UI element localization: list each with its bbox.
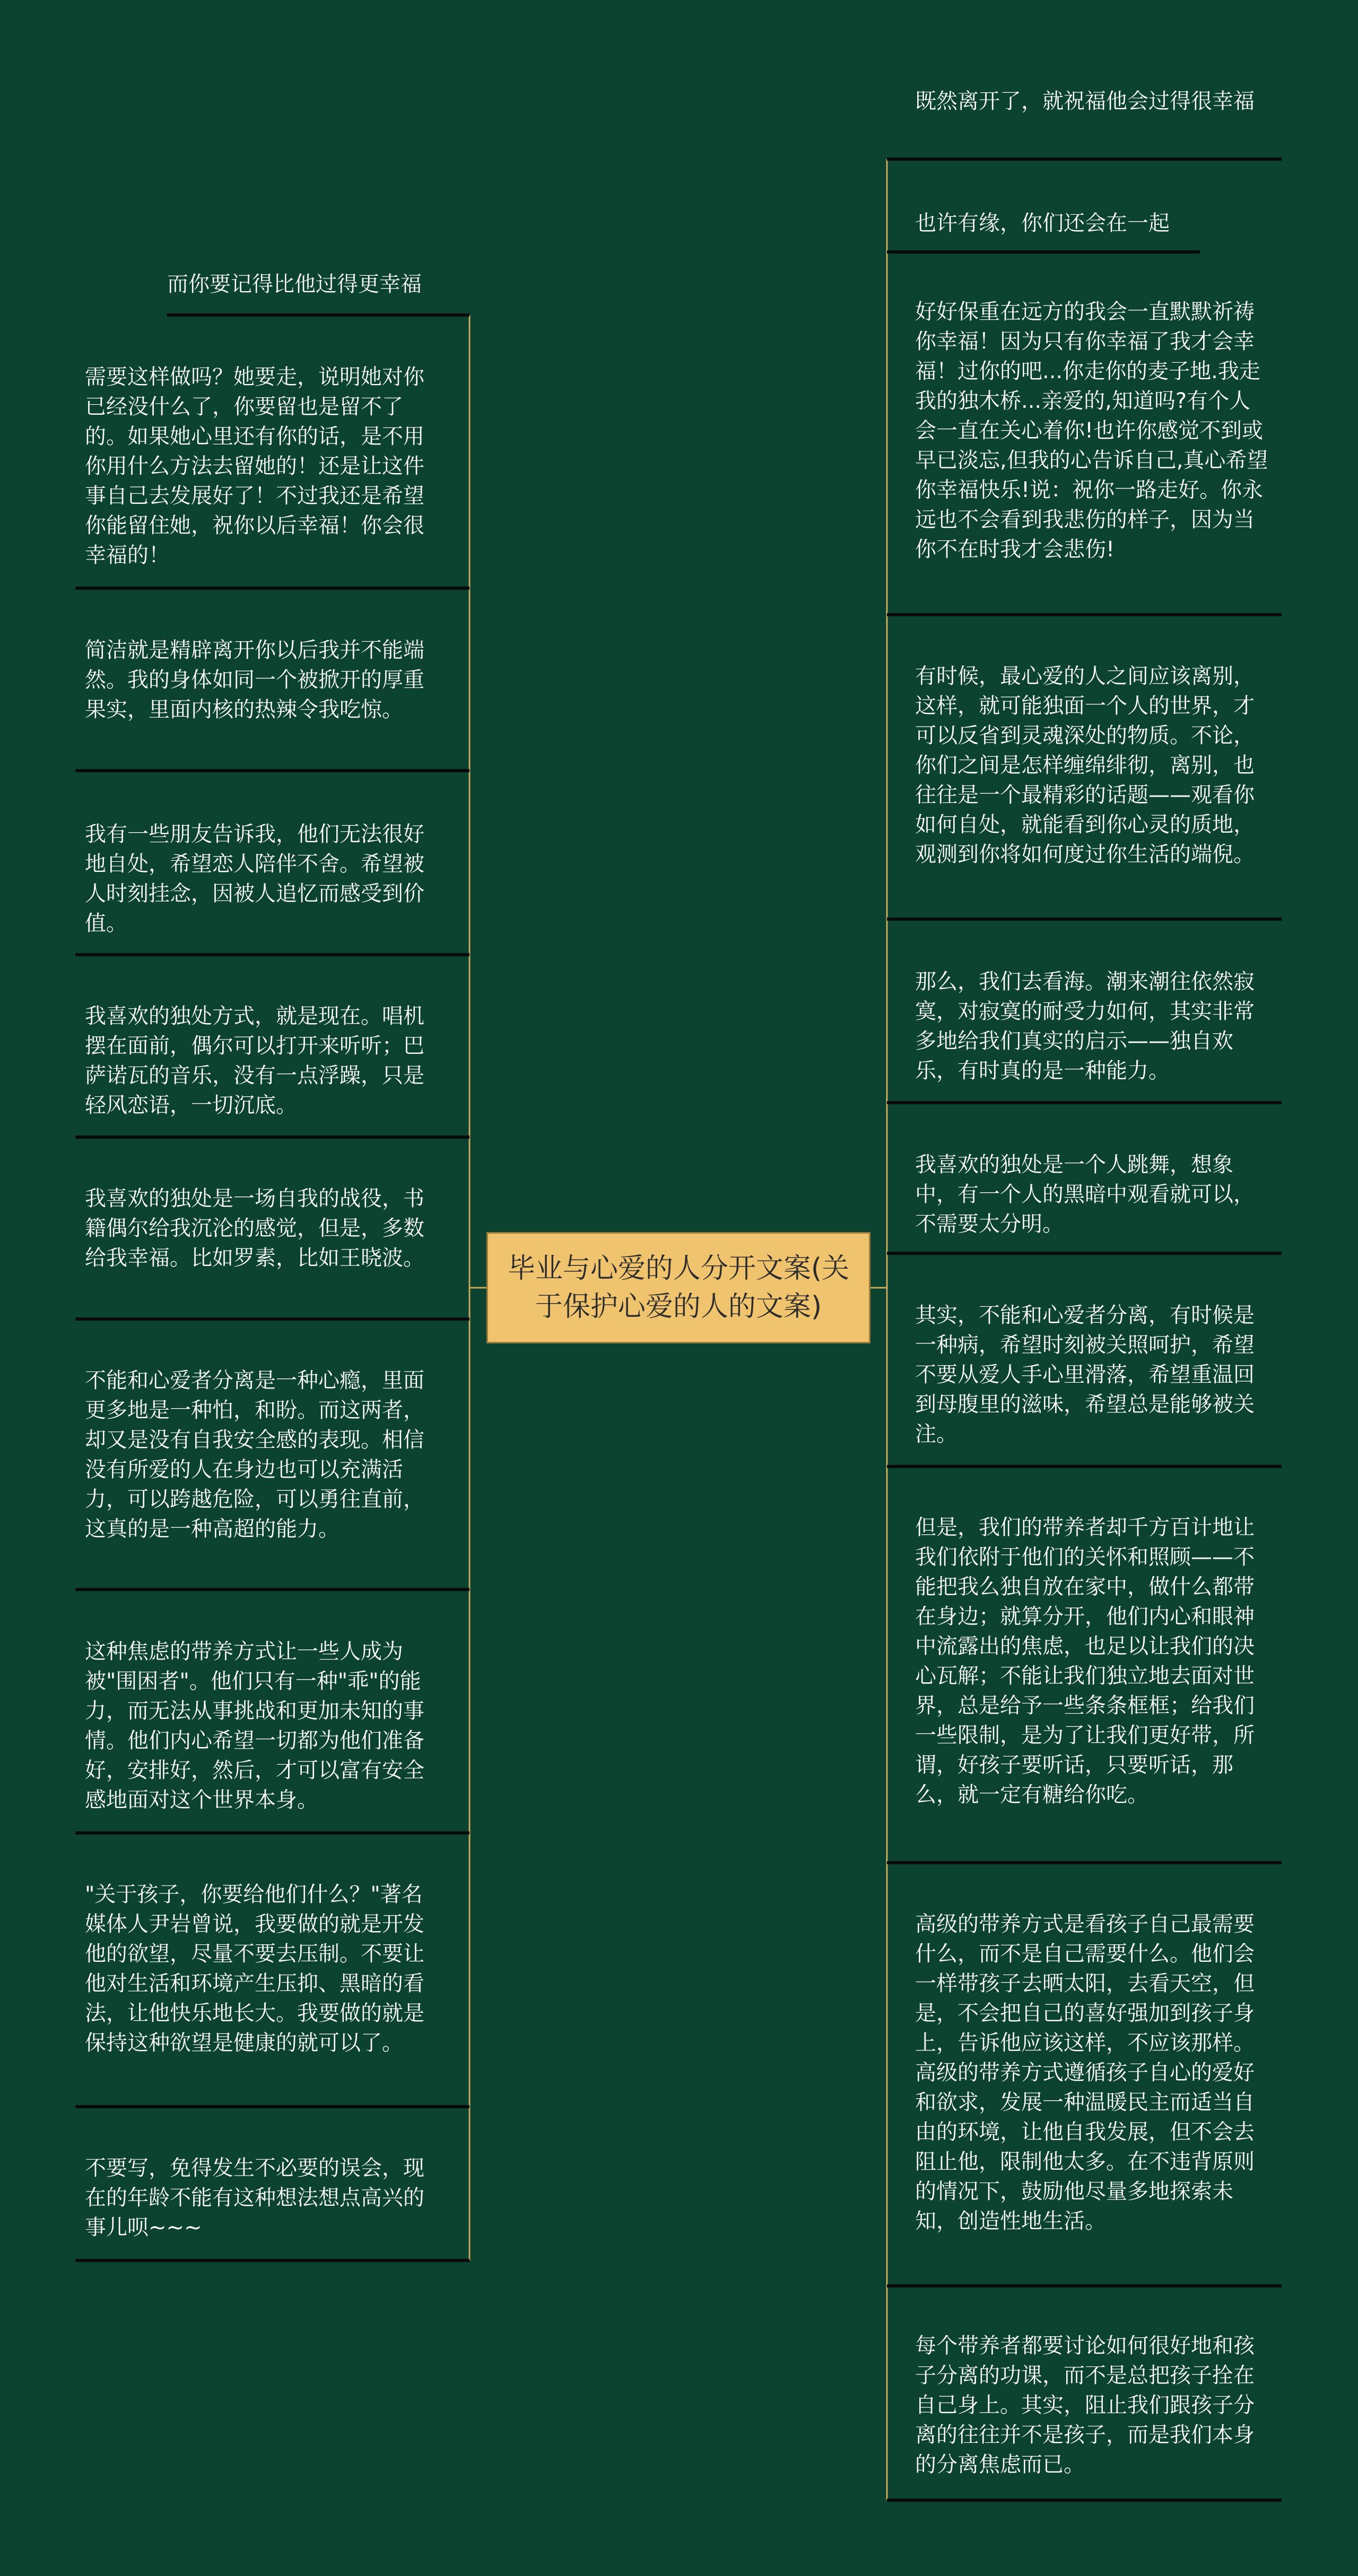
connector-left-9 [469,1288,486,2260]
left-top-node[interactable]: 而你要记得比他过得更幸福 [167,272,422,296]
left-branch-node-3[interactable]: 我有一些朋友告诉我，他们无法很好地自处，希望恋人陪伴不舍。希望被人时刻挂念，因被人追忆而感受到价值。 [85,822,424,936]
connector-right-10 [870,1288,887,2500]
left-branch-node-1[interactable]: 需要这样做吗？她要走，说明她对你已经没什么了，你要留也是留不了的。如果她心里还有你的话，是不用你用什么方法去留她的！还是让这件事自己去发展好了！不过我还是希望你能留住她，祝你以后幸福！你会很幸福的！ [85,365,424,567]
left-branch-node-2[interactable]: 简洁就是精辟离开你以后我并不能端然。我的身体如同一个被掀开的厚重果实，里面内核的热辣令我吃惊。 [85,638,424,722]
left-branch-node-8[interactable]: "关于孩子，你要给他们什么？"著名媒体人尹岩曾说，我要做的就是开发他的欲望，尽量不要去压制。不要让他对生活和环境产生压抑、黑暗的看法，让他快乐地长大。我要做的就是保持这种欲望是健康的就可以了。 [85,1882,424,2055]
connector-left-7 [469,1288,486,1833]
left-branch-node-4[interactable]: 我喜欢的独处方式，就是现在。唱机摆在面前，偶尔可以打开来听听；巴萨诺瓦的音乐，没有一点浮躁，只是轻风恋语，一切沉底。 [85,1004,424,1117]
right-branch-node-5[interactable]: 那么，我们去看海。潮来潮往依然寂寞，对寂寞的耐受力如何，其实非常多地给我们真实的启示——独自欢乐，有时真的是一种能力。 [915,970,1255,1083]
left-branch-node-9[interactable]: 不要写，免得发生不必要的误会，现在的年龄不能有这种想法想点高兴的事儿呗~~~ [85,2156,424,2240]
left-branch-node-6[interactable]: 不能和心爱者分离是一种心瘾，里面更多地是一种怕，和盼。而这两者，却又是没有自我安全感的表现。相信没有所爱的人在身边也可以充满活力，可以跨越危险，可以勇往直前，这真的是一种高超的能力。 [85,1368,424,1541]
connector-right-9 [870,1288,887,2286]
connector-left-6 [469,1288,486,1590]
left-branch-node-5[interactable]: 我喜欢的独处是一场自我的战役，书籍偶尔给我沉沦的感觉，但是，多数给我幸福。比如罗素，比如王晓波。 [85,1186,424,1270]
connector-left-5 [469,1288,486,1319]
connector-left-1 [469,588,486,1288]
connector-right-7 [870,1288,887,1466]
connector-left-4 [469,1137,486,1288]
right-branch-node-4[interactable]: 有时候，最心爱的人之间应该离别，这样，就可能独面一个人的世界，才可以反省到灵魂深处的物质。不论，你们之间是怎样缠绵绯彻，离别，也往往是一个最精彩的话题——观看你如何自处，就能看到你心灵的质地，观测到你将如何度过你生活的端倪。 [915,664,1255,867]
connector-right-8 [870,1288,887,1863]
connector-left-8 [469,1288,486,2107]
connector-left-3 [469,955,486,1288]
right-branch-node-6[interactable]: 我喜欢的独处是一个人跳舞，想象中，有一个人的黑暗中观看就可以，不需要太分明。 [915,1152,1255,1236]
connector-right-6 [870,1253,887,1288]
connector-right-4 [870,919,887,1288]
right-branch-node-10[interactable]: 每个带养者都要讨论如何很好地和孩子分离的功课，而不是总把孩子拴在自己身上。其实，阻止我们跟孩子分离的往往并不是孩子，而是我们本身的分离焦虑而已。 [915,2334,1255,2477]
connector-right-5 [870,1103,887,1288]
center-topic[interactable]: 毕业与心爱的人分开文案(关于保护心爱的人的文案) [486,1232,870,1343]
left-branch-node-7[interactable]: 这种焦虑的带养方式让一些人成为被"围困者"。他们只有一种"乖"的能力，而无法从事挑战和更加未知的事情。他们内心希望一切都为他们准备好，安排好，然后，才可以富有安全感地面对这个世界本身。 [85,1639,424,1812]
right-branch-node-2[interactable]: 也许有缘，你们还会在一起 [915,211,1170,235]
connector-left-top [469,315,486,1288]
connector-right-1 [870,159,887,1288]
right-branch-node-3[interactable]: 好好保重在远方的我会一直默默祈祷你幸福！因为只有你幸福了我才会幸福！过你的吧...你走你的麦子地.我走我的独木桥...亲爱的,知道吗?有个人会一直在关心着你!也许你感觉不到或早已淡忘,但我的心告诉自己,真心希望你幸福快乐!说：祝你一路走好。你永远也不会看到我悲伤的样子，因为当你不在时我才会悲伤! [915,300,1268,562]
connector-right-3 [870,615,887,1288]
right-branch-node-8[interactable]: 但是，我们的带养者却千方百计地让我们依附于他们的关怀和照顾——不能把我么独自放在家中，做什么都带在身边；就算分开，他们内心和眼神中流露出的焦虑，也足以让我们的决心瓦解；不能让我们独立地去面对世界，总是给予一些条条框框；给我们一些限制，是为了让我们更好带，所谓，好孩子要听话，只要听话，那么，就一定有糖给你吃。 [915,1515,1255,1807]
right-branch-node-7[interactable]: 其实，不能和心爱者分离，有时候是一种病，希望时刻被关照呵护，希望不要从爱人手心里滑落，希望重温回到母腹里的滋味，希望总是能够被关注。 [915,1303,1255,1446]
right-branch-node-1[interactable]: 既然离开了，就祝福他会过得很幸福 [915,89,1255,113]
connector-left-2 [469,771,486,1288]
right-branch-node-9[interactable]: 高级的带养方式是看孩子自己最需要什么，而不是自己需要什么。他们会一样带孩子去晒太阳，去看天空，但是，不会把自己的喜好强加到孩子身上，告诉他应该这样，不应该那样。高级的带养方式遵循孩子自心的爱好和欲求，发展一种温暖民主而适当自由的环境，让他自我发展，但不会去阻止他，限制他太多。在不违背原则的情况下，鼓励他尽量多地探索未知，创造性地生活。 [915,1912,1255,2233]
connector-right-2 [870,252,887,1288]
